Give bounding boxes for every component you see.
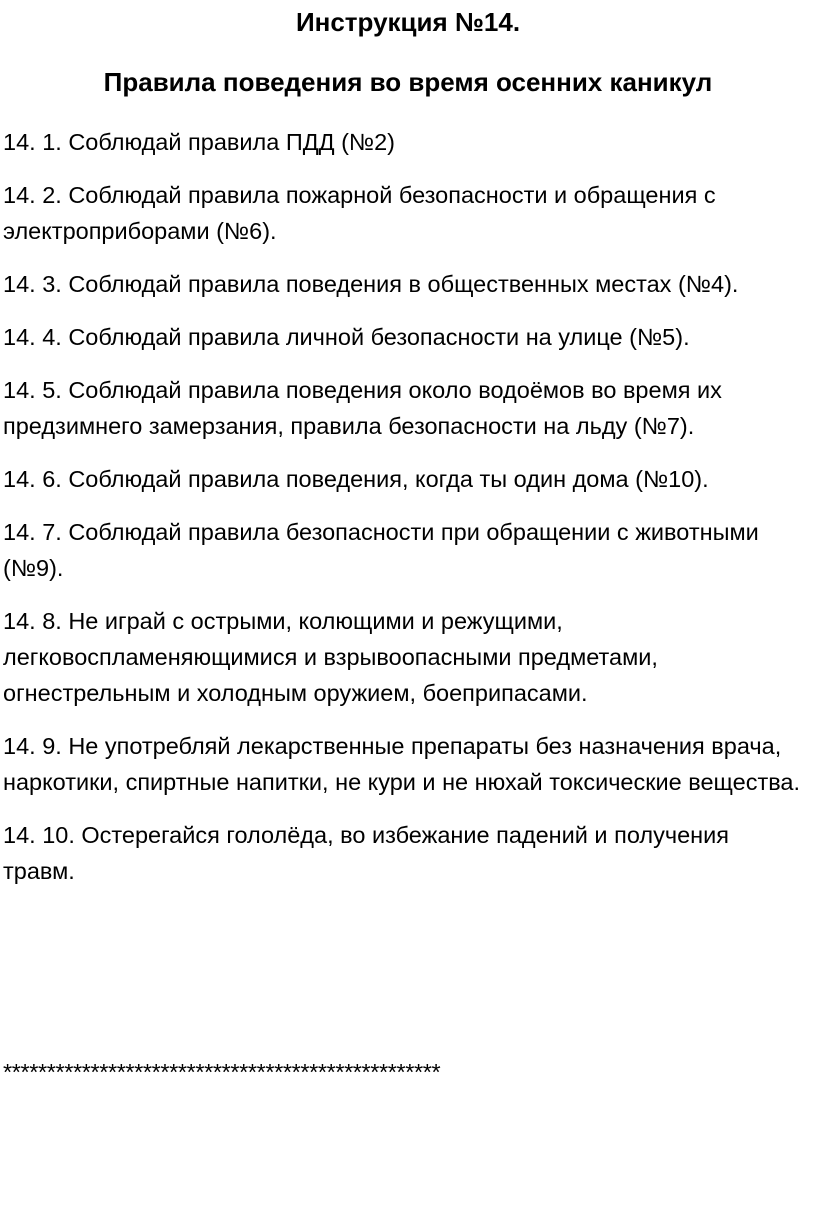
- rule-item-9: 14. 9. Не употребляй лекарственные препараты без назначения врача, наркотики, спиртные напитки, не кури и не нюхай токсические вещества.: [3, 733, 801, 795]
- rule-item-4: 14. 4. Соблюдай правила личной безопасности на улице (№5).: [3, 324, 690, 350]
- document-subtitle: Правила поведения во время осенних каникул: [103, 67, 713, 97]
- rule-item-8: 14. 8. Не играй с острыми, колющими и режущими, легковоспламеняющимися и взрывоопасными предметами, огнестрельным и холодным оружием, боеприпасами.: [3, 608, 658, 706]
- rule-item-5: 14. 5. Соблюдай правила поведения около водоёмов во время их предзимнего замерзания, правила безопасности на льду (№7).: [3, 377, 722, 439]
- rule-item-7: 14. 7. Соблюдай правила безопасности при обращении с животными (№9).: [3, 519, 759, 581]
- rule-item-1: 14. 1. Соблюдай правила ПДД (№2): [3, 129, 395, 155]
- rule-item-2: 14. 2. Соблюдай правила пожарной безопасности и обращения с электроприборами (№6).: [3, 182, 716, 244]
- separator-line: **************************************************: [3, 1059, 441, 1085]
- rule-item-10: 14. 10. Остерегайся гололёда, во избежание падений и получения травм.: [3, 822, 729, 884]
- document-title: Инструкция №14.: [295, 7, 521, 37]
- rule-item-6: 14. 6. Соблюдай правила поведения, когда ты один дома (№10).: [3, 466, 709, 492]
- rule-item-3: 14. 3. Соблюдай правила поведения в общественных местах (№4).: [3, 271, 739, 297]
- rules-list: [3, 124, 803, 906]
